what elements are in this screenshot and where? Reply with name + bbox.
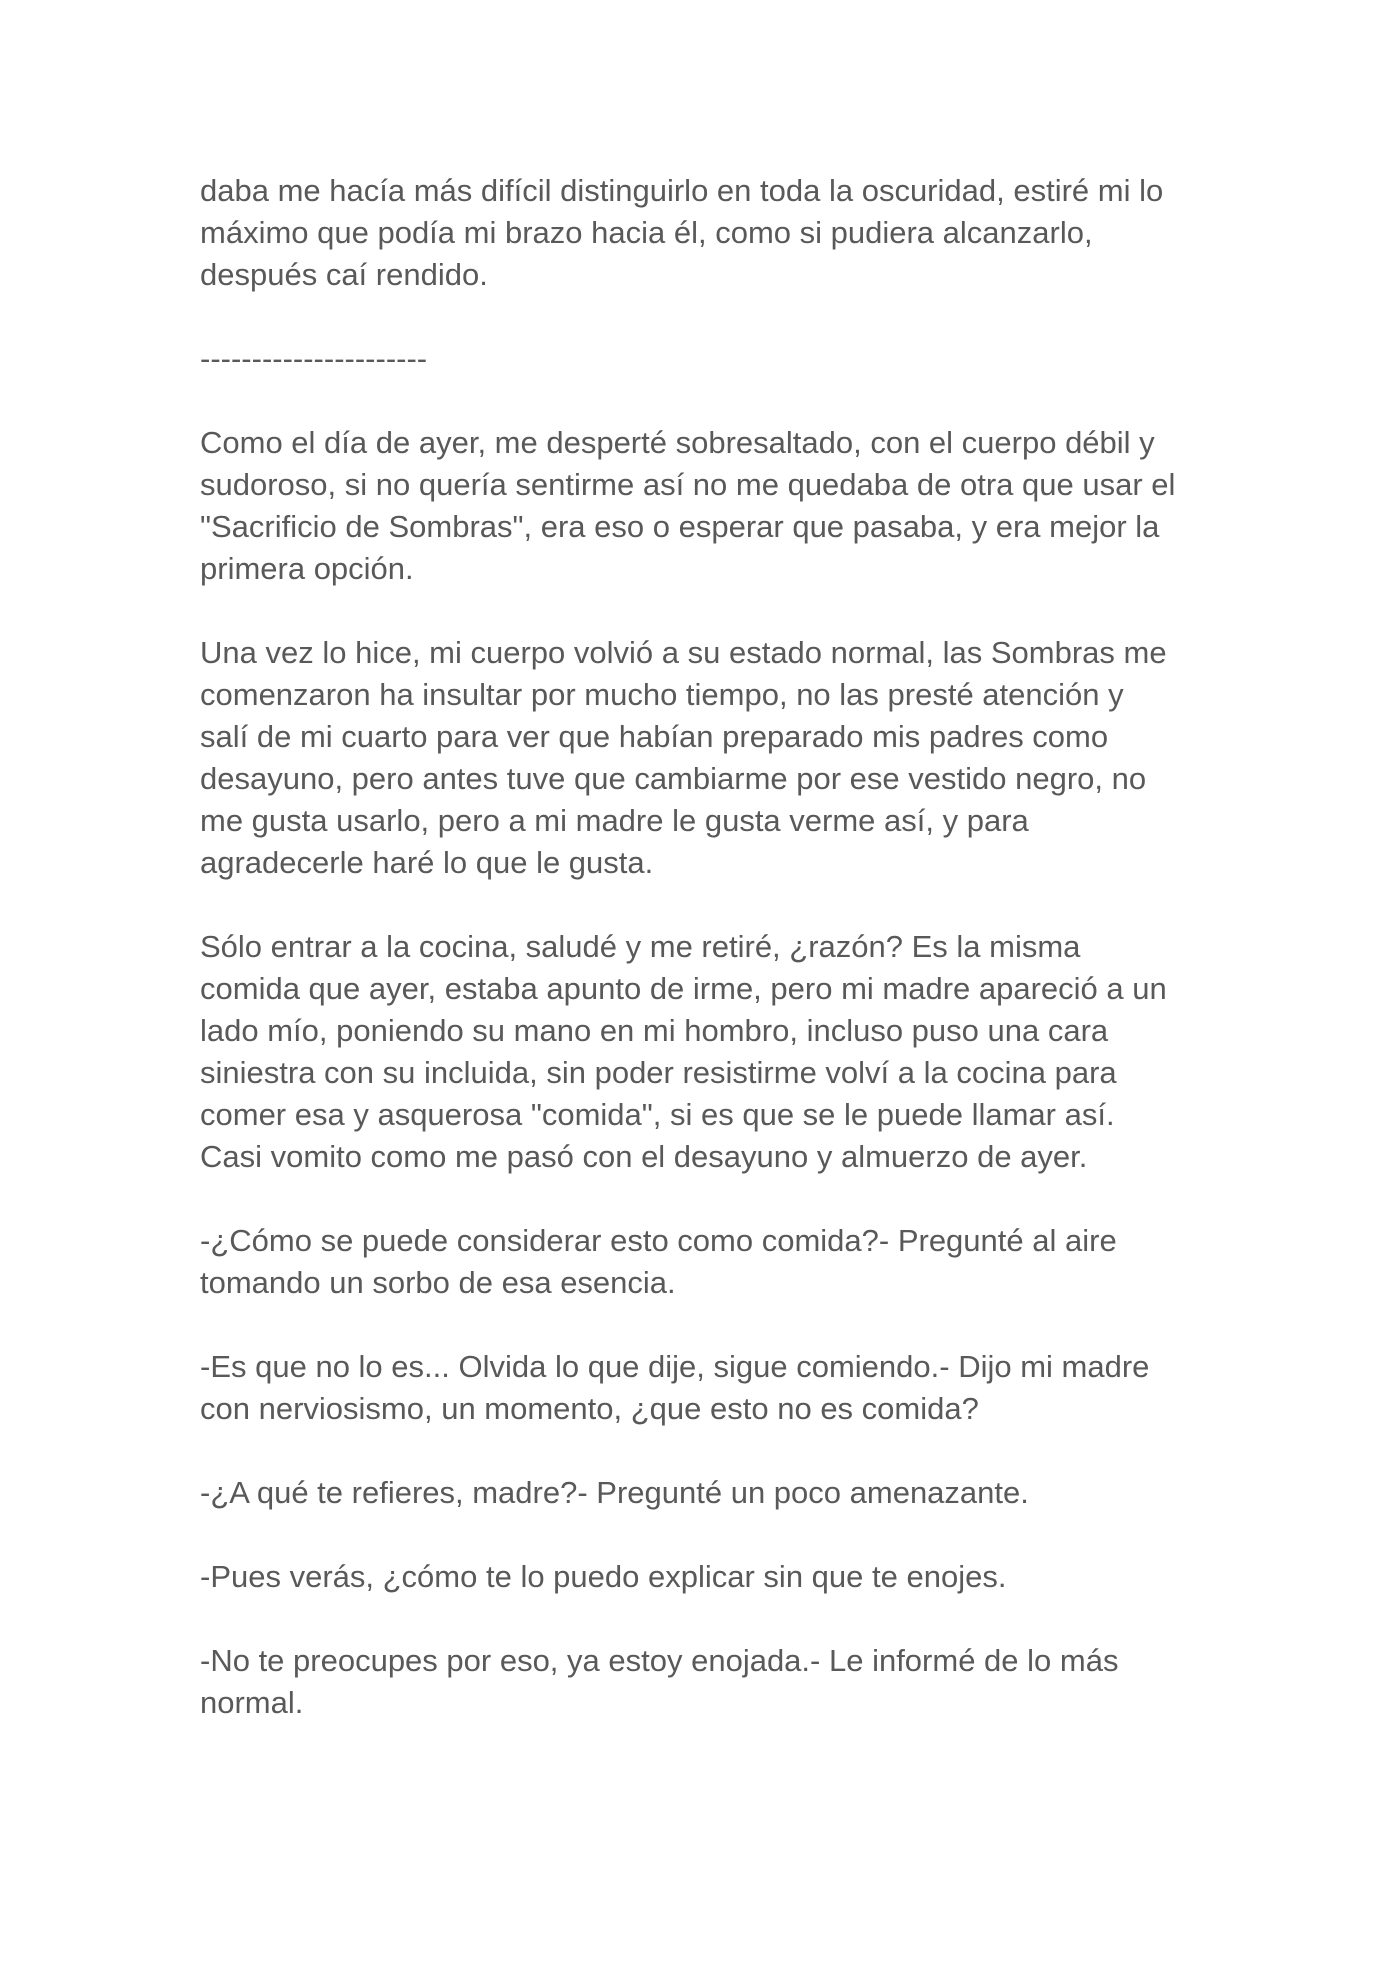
paragraph: Como el día de ayer, me desperté sobresaltado, con el cuerpo débil y sudoroso, si no quería sentirme así no me quedaba de otra que usar el "Sacrificio de Sombras", era eso o esperar que pasaba, y era mejor la primera opción. (200, 425, 1176, 586)
paragraph: Una vez lo hice, mi cuerpo volvió a su estado normal, las Sombras me comenzaron ha insultar por mucho tiempo, no las presté atención y salí de mi cuarto para ver que habían preparado mis padres como desayuno, pero antes tuve que cambiarme por ese vestido negro, no me gusta usarlo, pero a mi madre le gusta verme así, y para agradecerle haré lo que le gusta. (200, 635, 1167, 880)
dialogue-line: -Es que no lo es... Olvida lo que dije, sigue comiendo.- Dijo mi madre con nerviosismo, un momento, ¿que esto no es comida? (200, 1349, 1150, 1426)
document-body (200, 170, 1220, 1766)
dialogue-line: -Pues verás, ¿cómo te lo puedo explicar sin que te enojes. (200, 1559, 1007, 1594)
paragraph: daba me hacía más difícil distinguirlo en toda la oscuridad, estiré mi lo máximo que podía mi brazo hacia él, como si pudiera alcanzarlo, después caí rendido. (200, 173, 1164, 292)
paragraph: Sólo entrar a la cocina, saludé y me retiré, ¿razón? Es la misma comida que ayer, estaba apunto de irme, pero mi madre apareció a un lado mío, poniendo su mano en mi hombro, incluso puso una cara siniestra con su incluida, sin poder resistirme volví a la cocina para comer esa y asquerosa "comida", si es que se le puede llamar así. Casi vomito como me pasó con el desayuno y almuerzo de ayer. (200, 929, 1167, 1174)
dialogue-line: -¿A qué te refieres, madre?- Pregunté un poco amenazante. (200, 1475, 1029, 1510)
dialogue-line: -¿Cómo se puede considerar esto como comida?- Pregunté al aire tomando un sorbo de esa esencia. (200, 1223, 1117, 1300)
dialogue-line: -No te preocupes por eso, ya estoy enojada.- Le informé de lo más normal. (200, 1643, 1119, 1720)
section-separator: ---------------------- (200, 341, 428, 376)
